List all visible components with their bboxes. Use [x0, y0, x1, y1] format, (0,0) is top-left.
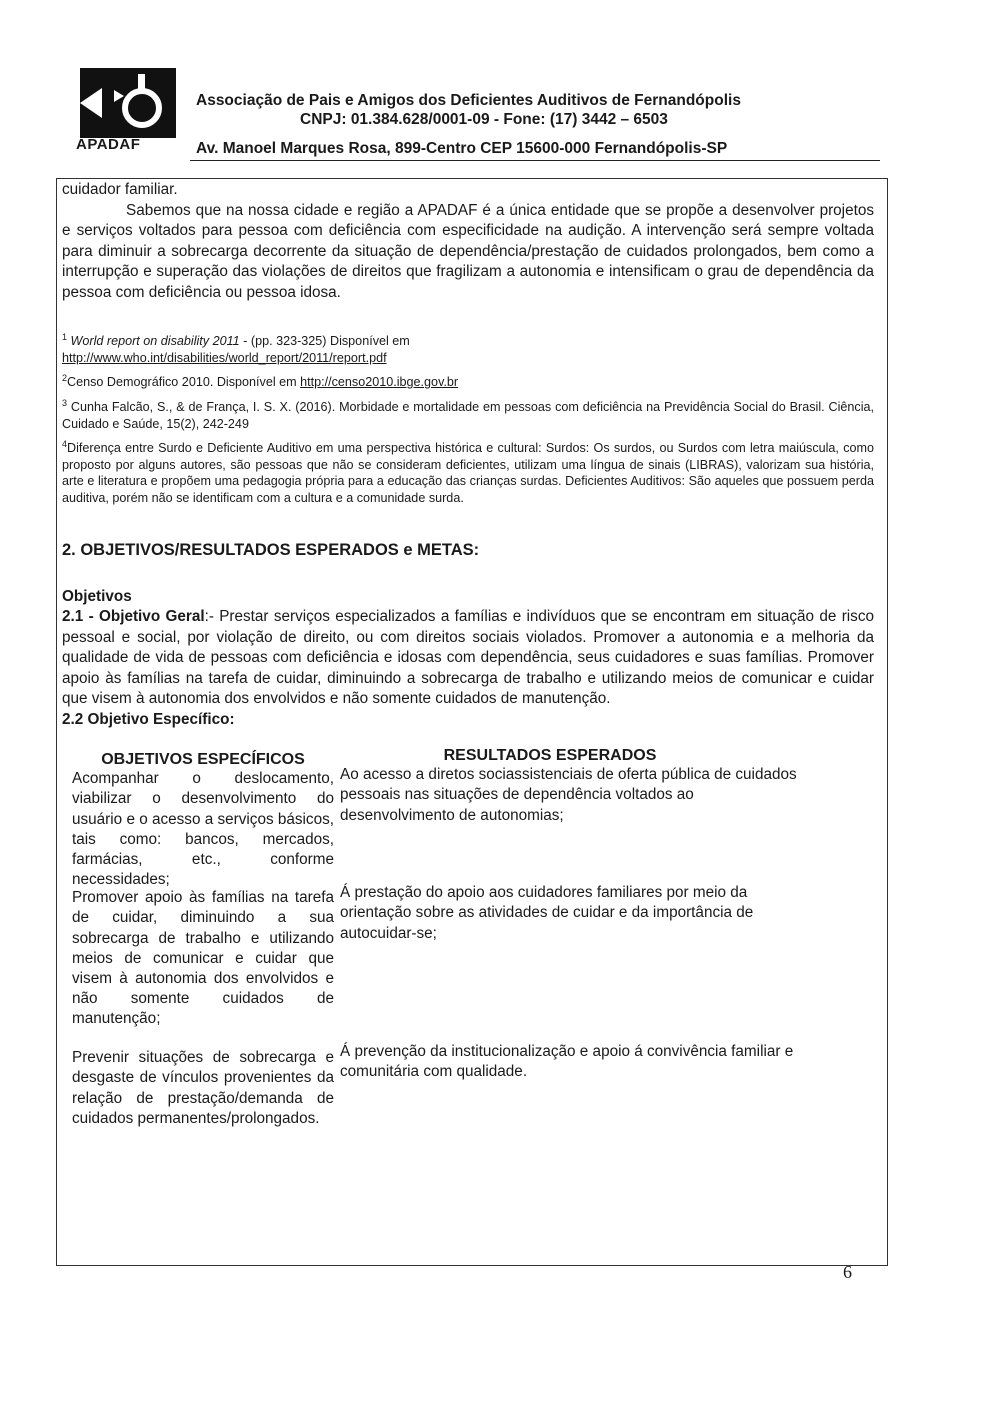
paragraph-continuation: cuidador familiar. [62, 181, 178, 198]
objetivo-geral-text: :- Prestar serviços especializados a famílias e indivíduos que se encontram em situação de risco pessoal e social, por violação de direito, ou com direitos sociais violados. Promover a autonomia e a melhoria da qualidade de vida de pessoas com deficiência e idosas com dependência, seus cuidadores e suas famílias. Promover apoio às famílias na tarefa de cuidar, diminuindo a sobrecarga de trabalho e utilizando meios de comunicar e cuidar que visem à autonomia dos envolvidos e não somente cuidados de manutenção. [62, 608, 874, 708]
table-row-2-resultado: Á prestação do apoio aos cuidadores familiares por meio da orientação sobre as atividades de cuidar e da importância de autocuidar-se; [340, 884, 754, 942]
logo-mark [80, 68, 176, 138]
org-cnpj-phone: CNPJ: 01.384.628/0001-09 - Fone: (17) 3442 – 6503 [300, 111, 668, 128]
apadaf-logo [76, 68, 176, 156]
footnote-text: Diferença entre Surdo e Deficiente Auditivo em uma perspectiva histórica e cultural: Surdos: Os surdos, ou Surdos com letra maiúscula, como proposto por alguns autores, são pessoas que não se consideram deficientes, utilizam uma língua de sinais (LIBRAS), valorizam sua história, arte e literatura e propõem uma pedagogia própria para a educação das crianças surdas. Deficientes Auditivos: São aqueles que possuem perda auditiva, porém não se identificam com a cultura e a comunidade surda. [62, 441, 874, 505]
footnote-text: - (pp. 323-325) Disponível em [239, 334, 410, 349]
table-row-3-objetivo: Prevenir situações de sobrecarga e desgaste de vínculos provenientes da relação de prestação/demanda de cuidados permanentes/prolongados. [72, 1049, 334, 1127]
footnote-1 [62, 329, 874, 366]
document-body [62, 180, 874, 1170]
footnote-link[interactable]: http://censo2010.ibge.gov.br [300, 375, 459, 390]
org-name: Associação de Pais e Amigos dos Deficientes Auditivos de Fernandópolis [196, 92, 741, 109]
footnote-marker: 3 [62, 397, 68, 408]
org-address: Av. Manoel Marques Rosa, 899-Centro CEP 15600-000 Fernandópolis-SP [196, 140, 728, 157]
page-number: 6 [843, 1262, 852, 1282]
ear-logo-icon [80, 68, 176, 138]
table-header-objetivos: OBJETIVOS ESPECÍFICOS [101, 751, 305, 769]
brand-name: APADAF [76, 136, 141, 153]
objetivo-geral [62, 607, 874, 710]
footnote-3 [62, 395, 874, 432]
footnote-marker: 2 [62, 373, 68, 384]
footnote-2 [62, 370, 874, 391]
header-rule [190, 160, 880, 161]
footnote-link[interactable]: http://www.who.int/disabilities/world_report/2011/report.pdf [62, 350, 387, 365]
table-header-resultados: RESULTADOS ESPERADOS [443, 747, 657, 765]
footnote-4 [62, 436, 874, 506]
paragraph-apadaf: Sabemos que na nossa cidade e região a APADAF é a única entidade que se propõe a desenvolver projetos e serviços voltados para pessoa com deficiência com especificidade na audição. A intervenção será sempre voltada para diminuir a sobrecarga decorrente da situação de dependência/prestação de cuidados prolongados, bem como a interrupção e superação das violações de direitos que fragilizam a autonomia e intensificam o grau de dependência da pessoa com deficiência ou pessoa idosa. [62, 201, 874, 301]
footnote-text: Censo Demográfico 2010. Disponível em [67, 375, 301, 390]
footnote-marker: 1 [62, 332, 68, 342]
objetivo-especifico-label: 2.2 Objetivo Específico: [62, 710, 235, 728]
table-row-3-resultado: Á prevenção da institucionalização e apoio á convivência familiar e comunitária com qualidade. [340, 1043, 794, 1081]
section-title: 2. OBJETIVOS/RESULTADOS ESPERADOS e METAS: [62, 541, 480, 560]
table-row-2-objetivo: Promover apoio às famílias na tarefa de cuidar, diminuindo a sua sobrecarga de trabalho e utilizando meios de comunicar e cuidar que visem à autonomia dos envolvidos e não somente cuidados de manutenção; [72, 889, 334, 1028]
objetivos-heading: Objetivos [62, 587, 132, 605]
footnote-text: Cunha Falcão, S., & de França, I. S. X. (2016). Morbidade e mortalidade em pessoas com deficiência na Previdência Social do Brasil. Ciência, Cuidado e Saúde, 15(2), 242-249 [62, 400, 874, 431]
objectives-table [62, 747, 874, 1170]
table-row-1-objetivo: Acompanhar o deslocamento, viabilizar o desenvolvimento do usuário e o acesso a serviços básicos, tais como: bancos, mercados, farmácias, etc., conforme necessidades; [72, 770, 334, 889]
objetivo-geral-label: 2.1 - Objetivo Geral [62, 608, 205, 626]
footnote-title: World report on disability 2011 [70, 334, 240, 349]
footnote-marker: 4 [62, 439, 68, 450]
table-row-1-resultado: Ao acesso a diretos sociassistenciais de oferta pública de cuidados pessoais nas situações de dependência voltados ao desenvolvimento de autonomias; [340, 766, 797, 824]
